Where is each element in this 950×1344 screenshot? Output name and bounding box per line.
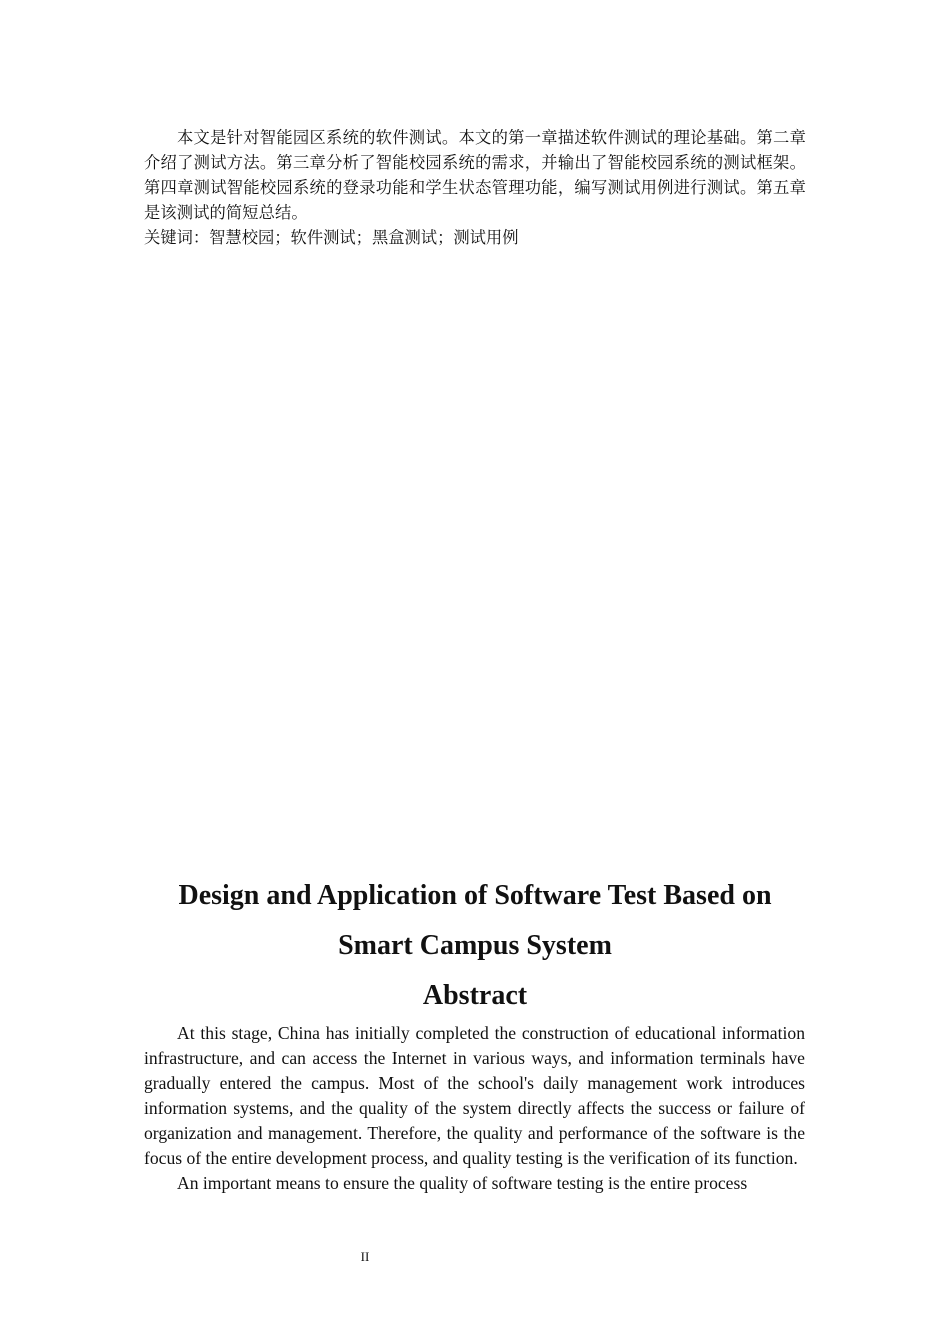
chinese-abstract (144, 125, 806, 250)
abstract-heading: Abstract (422, 980, 528, 1011)
english-title-line-2: Smart Campus System (338, 930, 612, 961)
english-title-line-1: Design and Application of Software Test Based on (178, 880, 772, 911)
page-number: II (360, 1249, 370, 1264)
english-abstract-paragraph-2: An important means to ensure the quality of software testing is the entire process (177, 1173, 748, 1193)
chinese-keywords: 关键词：智慧校园；软件测试；黑盒测试；测试用例 (144, 228, 519, 247)
chinese-abstract-body: 本文是针对智能园区系统的软件测试。本文的第一章描述软件测试的理论基础。第二章介绍了测试方法。第三章分析了智能校园系统的需求，并输出了智能校园系统的测试框架。第四章测试智能校园系统的登录功能和学生状态管理功能，编写测试用例进行测试。第五章是该测试的简短总结。 (144, 128, 806, 222)
english-abstract (144, 1021, 805, 1196)
english-abstract-paragraph-1: At this stage, China has initially completed the construction of educational information infrastructure, and can access the Internet in various ways, and information terminals have gradually entered the campus. Most of the school's daily management work introduces information systems, and the quality of the system directly affects the success or failure of organization and management. Therefore, the quality and performance of the software is the focus of the entire development process, and quality testing is the verification of its function. (144, 1023, 805, 1168)
